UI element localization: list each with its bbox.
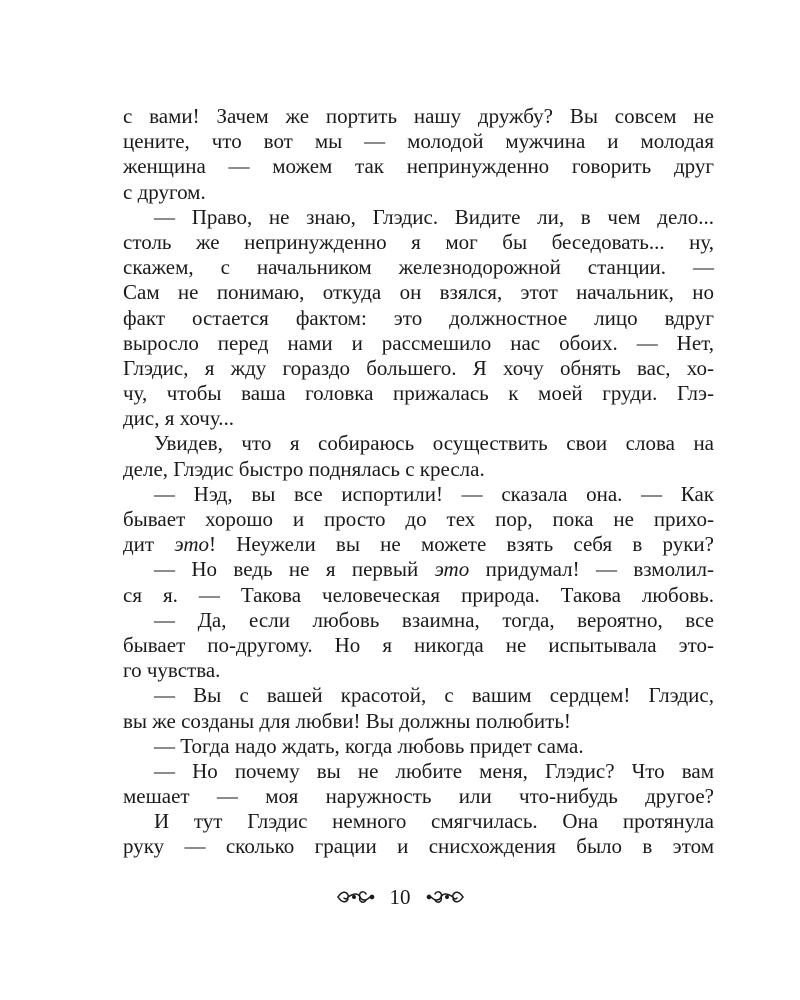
italic-emphasis: это — [434, 557, 470, 582]
text-line: — Да, если любовь взаимна, тогда, вероятно, все — [154, 607, 714, 632]
text-line: скажем, с начальником железнодорожной станции. — — [123, 255, 714, 280]
floral-ornament-icon — [425, 888, 465, 906]
page-footer — [0, 882, 800, 912]
text-line — [123, 532, 714, 557]
text-line: мешает — моя наружность или что-нибудь другое? — [123, 784, 714, 809]
text-segment: придумал! — взмолил- — [469, 557, 714, 582]
text-line: чу, чтобы ваша головка прижалась к моей груди. Глэ- — [123, 381, 714, 406]
text-line: — Нэд, вы все испортили! — сказала она. — Как — [154, 481, 714, 506]
text-line: бывает по-другому. Но я никогда не испытывала это- — [123, 632, 714, 657]
text-line: ся я. — Такова человеческая природа. Такова любовь. — [123, 582, 714, 607]
italic-emphasis: это — [174, 532, 209, 557]
text-line: — Право, не знаю, Глэдис. Видите ли, в чем дело... — [154, 204, 714, 229]
text-line: выросло перед нами и рассмешило нас обоих. — Нет, — [123, 330, 714, 355]
text-line: — Тогда надо ждать, когда любовь придет сама. — [154, 733, 584, 758]
text-line: женщина — можем так непринужденно говорить друг — [123, 154, 714, 179]
text-line: — Вы с вашей красотой, с вашим сердцем! Глэдис, — [154, 683, 714, 708]
text-line: с другом. — [123, 179, 206, 204]
text-segment: — Но ведь не я первый — [154, 557, 435, 582]
text-line: столь же непринужденно я мог бы беседовать... ну, — [123, 229, 714, 254]
text-line: Глэдис, я жду гораздо большего. Я хочу обнять вас, хо- — [123, 355, 714, 380]
text-line: дис, я хочу... — [123, 406, 235, 431]
text-line: деле, Глэдис быстро поднялась с кресла. — [123, 456, 485, 481]
text-line: цените, что вот мы — молодой мужчина и молодая — [123, 129, 714, 154]
text-line: го чувства. — [123, 658, 221, 683]
text-line: Сам не понимаю, откуда он взялся, этот начальник, но — [123, 280, 714, 305]
text-line: вы же созданы для любви! Вы должны полюбить! — [123, 708, 571, 733]
floral-ornament-icon — [336, 888, 376, 906]
text-line: Увидев, что я собираюсь осуществить свои слова на — [154, 431, 714, 456]
text-line — [123, 557, 714, 582]
page-number: 10 — [389, 885, 411, 909]
text-segment: ! Неужели вы не можете взять себя в руки? — [209, 532, 714, 557]
text-line: И тут Глэдис немного смягчилась. Она протянула — [154, 809, 714, 834]
text-line: — Но почему вы не любите меня, Глэдис? Что вам — [154, 758, 714, 783]
text-line: бывает хорошо и просто до тех пор, пока не прихо- — [123, 507, 714, 531]
text-line: с вами! Зачем же портить нашу дружбу? Вы совсем не — [123, 104, 714, 128]
text-line: факт остается фактом: это должностное лицо вдруг — [123, 305, 714, 330]
text-segment: дит — [123, 532, 175, 557]
text-line: руку — сколько грации и снисхождения было в этом — [123, 834, 714, 859]
page-text-body — [123, 104, 714, 860]
